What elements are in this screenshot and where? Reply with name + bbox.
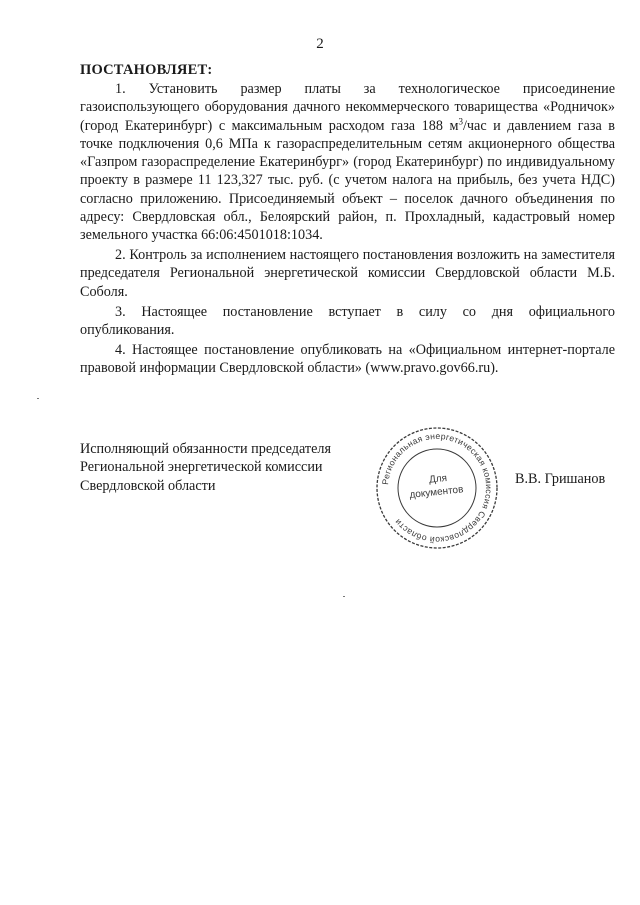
signer-position-line-2: Региональной энергетической комиссии	[80, 459, 323, 476]
seal-center-text-2: документов	[409, 484, 464, 501]
scan-speck	[343, 596, 345, 597]
resolution-heading: ПОСТАНОВЛЯЕТ:	[80, 62, 213, 78]
resolution-body	[80, 80, 615, 379]
signer-position-line-1: Исполняющий обязанности председателя	[80, 441, 331, 457]
page-number: 2	[316, 36, 324, 52]
paragraph-2: 2. Контроль за исполнением настоящего постановления возложить на заместителя председателя Региональной энергетической комиссии Свердловской области М.Б. Соболя.	[80, 247, 615, 300]
official-seal-stamp	[373, 424, 501, 552]
signer-name: В.В. Гришанов	[515, 471, 606, 487]
paragraph-1-text: 1. Установить размер платы за технологическое присоединение газоиспользующего оборудования дачного некоммерческого товарищества «Родничок» (город Екатеринбург) с максимальным расходом газа 188 м	[80, 81, 615, 134]
seal-center-text-1: Для	[428, 472, 448, 486]
paragraph-3: 3. Настоящее постановление вступает в силу со дня официального опубликования.	[80, 303, 615, 338]
paragraph-1-text-cont: /час и давлением газа в точке подключения 0,6 МПа к газораспределительным сетям акционерного общества «Газпром газораспределение Екатеринбург» (город Екатеринбург) по индивидуальному проекту в размере 11 123,327 тыс. руб. (с учетом налога на прибыль, без учета НДС) согласно приложению. Присоединяемый объект – поселок дачного объединения по адресу: Свердловская обл., Белоярский район, п. Прохладный, кадастровый номер земельного участка 66:06:4501018:1034.	[80, 117, 615, 244]
paragraph-1	[80, 80, 615, 245]
superscript-cubic: 3	[458, 115, 463, 126]
signature-block	[80, 440, 331, 495]
paragraph-4: 4. Настоящее постановление опубликовать на «Официальном интернет-портале правовой информации Свердловской области» (www.pravo.gov66.ru).	[80, 341, 615, 376]
signer-position-line-3: Свердловской области	[80, 477, 216, 494]
seal-ring-text: Региональная энергетическая комиссия Свердловской области	[380, 430, 495, 546]
scan-speck	[37, 398, 39, 399]
